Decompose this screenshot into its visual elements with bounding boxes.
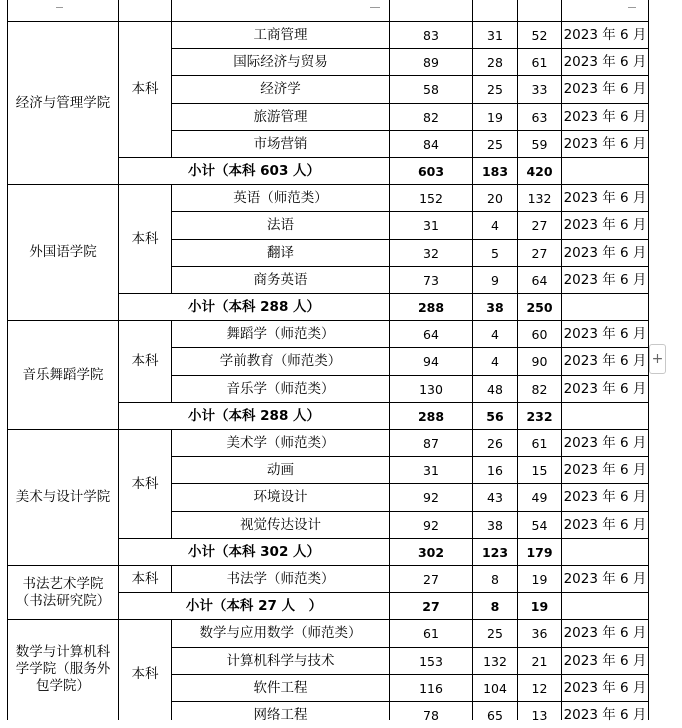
major-cell: 动画 [267,461,294,478]
count-cell: 12 [531,680,548,696]
count-cell: 64 [423,326,439,342]
date-cell: 2023 年 6 月 [563,26,647,43]
subtotal-total: 288 [417,299,445,315]
major-cell: 舞蹈学（师范类） [226,325,335,342]
table-border [472,293,473,321]
count-cell: 25 [487,626,503,641]
table-border [472,157,473,185]
subtotal-label: 小计（本科 288 人） [187,298,321,315]
table-border [389,184,390,294]
table-border [517,184,518,294]
count-cell: 28 [487,54,503,70]
date-cell: 2023 年 6 月 [563,244,647,261]
table-border [7,0,8,22]
count-cell: 82 [531,381,548,397]
table-border [171,0,172,22]
table-border [648,565,649,593]
count-cell: 48 [487,381,503,397]
count-cell: 36 [531,626,548,641]
college-cell: 经济与管理学院 [15,94,111,111]
major-cell: 学前教育（师范类） [219,353,342,369]
subtotal-label: 小计（本科 288 人） [187,407,321,424]
table-border [472,184,473,294]
count-cell: 4 [491,218,499,233]
ruler-mark [370,7,380,8]
table-border [648,21,649,158]
level-cell: 本科 [131,570,159,587]
major-cell: 翻译 [267,244,294,261]
table-border [472,592,473,620]
count-cell: 65 [487,707,503,723]
count-cell: 32 [423,245,439,261]
subtotal-count: 232 [526,408,553,424]
table-border [389,293,390,321]
count-cell: 13 [531,707,548,723]
table-border [472,565,473,593]
subtotal-count: 250 [526,299,553,315]
date-cell: 2023 年 6 月 [563,625,647,641]
add-row-button[interactable]: + [649,344,666,374]
count-cell: 92 [423,490,439,505]
subtotal-count: 19 [530,598,549,614]
count-cell: 21 [531,653,548,669]
table-border [389,402,390,430]
count-cell: 83 [423,27,439,43]
count-cell: 132 [527,190,552,206]
count-cell: 25 [487,136,503,152]
major-cell: 书法学（师范类） [226,570,335,587]
count-cell: 87 [423,435,439,451]
table-border [517,293,518,321]
count-cell: 104 [483,680,507,696]
subtotal-count: 38 [486,299,504,315]
count-cell: 61 [423,626,439,641]
count-cell: 38 [487,517,503,533]
count-cell: 89 [423,54,439,70]
subtotal-count: 123 [481,544,509,560]
count-cell: 63 [531,109,548,125]
count-cell: 78 [423,707,439,723]
table-border [389,429,390,539]
table-border [648,538,649,566]
count-cell: 64 [531,272,548,288]
table-border [517,157,518,185]
count-cell: 49 [531,490,548,505]
count-cell: 9 [491,272,499,288]
date-cell: 2023 年 6 月 [563,706,647,723]
major-cell: 工商管理 [253,26,308,43]
count-cell: 90 [531,354,548,369]
table-border [561,619,562,720]
major-cell: 市场营销 [253,135,308,152]
table-border [561,429,562,539]
count-cell: 59 [531,136,548,152]
table-border [171,619,172,720]
major-cell: 音乐学（师范类） [226,380,335,397]
college-cell: 音乐舞蹈学院 [22,366,104,383]
table-border [517,619,518,720]
date-cell: 2023 年 6 月 [563,380,647,397]
table-border [389,592,390,620]
date-cell: 2023 年 6 月 [563,679,647,696]
table-border [561,21,562,158]
level-cell: 本科 [131,475,159,492]
table-border [517,0,518,22]
count-cell: 60 [531,326,548,342]
subtotal-total: 27 [422,598,440,614]
level-cell: 本科 [131,81,159,97]
table-border [648,592,649,620]
table-border [472,619,473,720]
table-border [389,0,390,22]
table-border [389,538,390,566]
count-cell: 116 [419,680,443,696]
table-border [171,565,172,593]
count-cell: 43 [487,490,503,505]
table-border [7,619,8,720]
count-cell: 19 [487,109,503,125]
count-cell: 132 [483,653,507,669]
table-border [648,402,649,430]
table-border [171,429,172,539]
table-border [118,0,119,22]
major-cell: 经济学 [260,81,301,97]
table-border [472,0,473,22]
major-cell: 软件工程 [253,679,308,696]
count-cell: 84 [423,136,439,152]
count-cell: 5 [491,245,499,261]
date-cell: 2023 年 6 月 [563,217,647,233]
table-border [648,0,649,22]
count-cell: 73 [423,272,439,288]
subtotal-total: 603 [417,163,445,179]
major-cell: 美术学（师范类） [226,434,335,451]
count-cell: 20 [487,190,503,206]
table-border [648,293,649,321]
date-cell: 2023 年 6 月 [563,353,647,369]
count-cell: 92 [423,517,439,533]
count-cell: 33 [531,82,548,97]
count-cell: 82 [423,109,439,125]
college-cell: 书法艺术学院（书法研究院） [15,575,111,609]
subtotal-label: 小计（本科 603 人） [187,162,321,179]
table-border [648,157,649,185]
subtotal-label: 小计（本科 302 人） [187,543,321,560]
subtotal-total: 302 [417,544,445,560]
college-cell: 外国语学院 [29,244,97,260]
table-border [517,402,518,430]
table-border [561,538,562,566]
table-border [561,157,562,185]
major-cell: 视觉传达设计 [240,516,321,533]
college-cell: 美术与设计学院 [15,489,111,505]
subtotal-count: 56 [486,408,504,424]
subtotal-label: 小计（本科 27 人 ） [185,597,323,614]
table-border [517,320,518,403]
table-border [648,429,649,539]
date-cell: 2023 年 6 月 [563,489,647,505]
date-cell: 2023 年 6 月 [563,271,647,288]
count-cell: 25 [487,82,503,97]
date-cell: 2023 年 6 月 [563,81,647,97]
count-cell: 31 [487,27,503,43]
subtotal-empty [562,539,648,565]
level-cell: 本科 [131,230,159,247]
count-cell: 61 [531,435,548,451]
table-border [389,320,390,403]
table-border [517,538,518,566]
subtotal-empty [562,294,648,320]
table-border [561,320,562,403]
date-cell: 2023 年 6 月 [563,325,647,342]
date-cell: 2023 年 6 月 [563,434,647,451]
table-border [472,402,473,430]
table-border [389,21,390,158]
date-cell: 2023 年 6 月 [563,189,647,206]
subtotal-count: 179 [526,544,553,560]
count-cell: 27 [423,571,439,587]
count-cell: 26 [487,435,503,451]
date-cell: 2023 年 6 月 [563,108,647,125]
count-cell: 61 [531,54,548,70]
table-border [7,565,8,620]
count-cell: 94 [423,354,439,369]
count-cell: 58 [423,82,439,97]
subtotal-empty [562,593,648,619]
subtotal-count: 420 [526,163,553,179]
table-border [517,21,518,158]
major-cell: 英语（师范类） [233,189,328,206]
college-cell: 数学与计算机科学学院（服务外包学院） [15,644,111,694]
table-border [561,592,562,620]
count-cell: 4 [491,326,499,342]
table-border [561,293,562,321]
count-cell: 19 [531,571,548,587]
date-cell: 2023 年 6 月 [563,53,647,70]
level-cell: 本科 [131,665,159,682]
level-cell: 本科 [131,353,159,369]
count-cell: 152 [419,190,443,206]
table-border [517,592,518,620]
count-cell: 27 [531,218,548,233]
subtotal-empty [562,158,648,184]
count-cell: 52 [531,27,548,43]
date-cell: 2023 年 6 月 [563,461,647,478]
major-cell: 法语 [267,217,294,233]
table-border [517,429,518,539]
table-border [171,320,172,403]
date-cell: 2023 年 6 月 [563,516,647,533]
table-border [561,402,562,430]
major-cell: 旅游管理 [253,108,308,125]
table-border [171,21,172,158]
table-border [561,0,562,22]
table-border [7,320,8,430]
table-border [7,184,8,321]
table-border [7,429,8,566]
ruler-mark [628,7,636,8]
table-border [472,429,473,539]
major-cell: 计算机科学与技术 [226,652,335,669]
major-cell: 网络工程 [253,706,308,723]
table-border [389,565,390,593]
table-border [561,565,562,593]
count-cell: 16 [487,462,503,478]
count-cell: 27 [531,245,548,261]
table-border [517,565,518,593]
count-cell: 15 [531,462,548,478]
table-border [648,184,649,294]
subtotal-count: 183 [481,163,509,179]
date-cell: 2023 年 6 月 [563,135,647,152]
table-border [472,320,473,403]
subtotal-empty [562,403,648,429]
major-cell: 商务英语 [253,271,308,288]
count-cell: 31 [423,462,439,478]
count-cell: 4 [491,354,499,369]
table-border [472,538,473,566]
count-cell: 31 [423,218,439,233]
date-cell: 2023 年 6 月 [563,570,647,587]
date-cell: 2023 年 6 月 [563,652,647,669]
table-border [389,619,390,720]
table-border [389,157,390,185]
count-cell: 153 [419,653,443,669]
table-border [561,184,562,294]
count-cell: 130 [419,381,443,397]
table-border [472,21,473,158]
table-border [7,21,8,185]
table-border [118,619,119,720]
major-cell: 环境设计 [253,489,308,505]
subtotal-total: 288 [417,408,445,424]
ruler-mark [56,7,63,8]
table-border [171,184,172,294]
count-cell: 54 [531,517,548,533]
major-cell: 数学与应用数学（师范类） [199,625,362,641]
major-cell: 国际经济与贸易 [233,53,328,70]
table-border [648,619,649,720]
count-cell: 8 [491,571,499,587]
subtotal-count: 8 [490,598,500,614]
